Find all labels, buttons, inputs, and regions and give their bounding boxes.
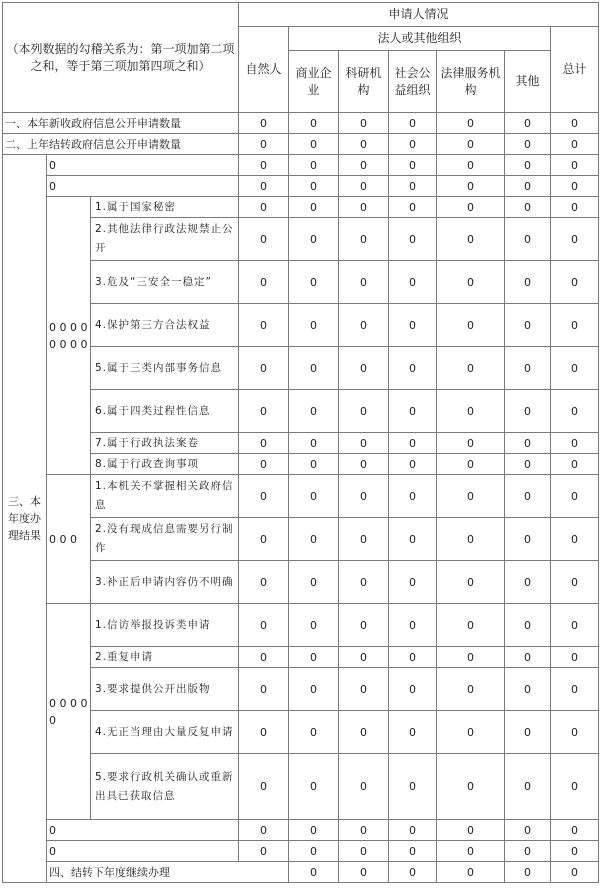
count-cell: 0 bbox=[437, 647, 505, 668]
count-cell: 0 bbox=[551, 475, 599, 518]
count-cell: 0 bbox=[551, 841, 599, 862]
count-cell: 0 bbox=[505, 475, 551, 518]
count-cell: 0 bbox=[289, 711, 339, 754]
sub-row-4: 0 bbox=[47, 841, 239, 862]
count-cell: 0 bbox=[339, 134, 389, 155]
count-cell: 0 bbox=[437, 561, 505, 604]
count-cell: 0 bbox=[389, 711, 437, 754]
count-cell: 0 bbox=[551, 261, 599, 304]
count-cell: 0 bbox=[551, 155, 599, 176]
count-cell: 0 bbox=[437, 711, 505, 754]
count-cell: 0 bbox=[505, 390, 551, 433]
count-cell: 0 bbox=[389, 134, 437, 155]
count-cell: 0 bbox=[437, 134, 505, 155]
count-cell: 0 bbox=[339, 176, 389, 197]
count-cell: 0 bbox=[289, 454, 339, 475]
count-cell: 0 bbox=[339, 218, 389, 261]
count-cell: 0 bbox=[339, 647, 389, 668]
count-cell: 0 bbox=[551, 711, 599, 754]
count-cell: 0 bbox=[551, 862, 599, 883]
count-cell: 0 bbox=[551, 390, 599, 433]
count-cell: 0 bbox=[389, 647, 437, 668]
count-cell: 0 bbox=[389, 841, 437, 862]
count-cell: 0 bbox=[389, 113, 437, 134]
count-cell: 0 bbox=[505, 433, 551, 454]
count-cell: 0 bbox=[551, 668, 599, 711]
count-cell: 0 bbox=[389, 155, 437, 176]
count-cell: 0 bbox=[239, 604, 289, 647]
count-cell: 0 bbox=[289, 518, 339, 561]
count-cell: 0 bbox=[339, 197, 389, 218]
count-cell: 0 bbox=[289, 176, 339, 197]
count-cell: 0 bbox=[389, 347, 437, 390]
g1-item: 1.属于国家秘密 bbox=[91, 197, 239, 218]
count-cell: 0 bbox=[505, 261, 551, 304]
count-cell: 0 bbox=[239, 820, 289, 841]
count-cell: 0 bbox=[239, 561, 289, 604]
count-cell: 0 bbox=[289, 390, 339, 433]
count-cell: 0 bbox=[289, 113, 339, 134]
row-carry-forward: 四、结转下年度继续办理 bbox=[47, 862, 289, 883]
count-cell: 0 bbox=[389, 475, 437, 518]
sub-row-3: 0 bbox=[47, 820, 239, 841]
legal-service-header: 法律服务机构 bbox=[437, 51, 505, 113]
count-cell: 0 bbox=[289, 155, 339, 176]
count-cell: 0 bbox=[505, 668, 551, 711]
count-cell: 0 bbox=[389, 754, 437, 820]
count-cell: 0 bbox=[339, 711, 389, 754]
count-cell: 0 bbox=[551, 113, 599, 134]
count-cell: 0 bbox=[239, 454, 289, 475]
count-cell: 0 bbox=[505, 711, 551, 754]
count-cell: 0 bbox=[339, 347, 389, 390]
count-cell: 0 bbox=[437, 261, 505, 304]
count-cell: 0 bbox=[239, 218, 289, 261]
g1-item: 3.危及“三安全一稳定” bbox=[91, 261, 239, 304]
count-cell: 0 bbox=[437, 820, 505, 841]
count-cell: 0 bbox=[289, 754, 339, 820]
count-cell: 0 bbox=[289, 820, 339, 841]
count-cell: 0 bbox=[551, 820, 599, 841]
count-cell: 0 bbox=[389, 176, 437, 197]
g3-item: 1.信访举报投诉类申请 bbox=[91, 604, 239, 647]
g3-item: 4.无正当理由大量反复申请 bbox=[91, 711, 239, 754]
count-cell: 0 bbox=[289, 261, 339, 304]
count-cell: 0 bbox=[505, 841, 551, 862]
count-cell: 0 bbox=[389, 433, 437, 454]
count-cell: 0 bbox=[505, 454, 551, 475]
count-cell: 0 bbox=[289, 668, 339, 711]
count-cell: 0 bbox=[551, 561, 599, 604]
count-cell: 0 bbox=[289, 433, 339, 454]
count-cell: 0 bbox=[289, 304, 339, 347]
count-cell: 0 bbox=[389, 197, 437, 218]
count-cell: 0 bbox=[437, 433, 505, 454]
count-cell: 0 bbox=[289, 604, 339, 647]
legal-entity-header: 法人或其他组织 bbox=[289, 27, 551, 51]
count-cell: 0 bbox=[339, 475, 389, 518]
count-cell: 0 bbox=[437, 347, 505, 390]
row-carried-over: 二、上年结转政府信息公开申请数量 bbox=[3, 134, 239, 155]
count-cell: 0 bbox=[389, 454, 437, 475]
count-cell: 0 bbox=[551, 604, 599, 647]
count-cell: 0 bbox=[239, 155, 289, 176]
other-header: 其他 bbox=[505, 51, 551, 113]
count-cell: 0 bbox=[239, 390, 289, 433]
count-cell: 0 bbox=[551, 197, 599, 218]
count-cell: 0 bbox=[551, 218, 599, 261]
count-cell: 0 bbox=[437, 668, 505, 711]
count-cell: 0 bbox=[239, 176, 289, 197]
count-cell: 0 bbox=[239, 841, 289, 862]
count-cell: 0 bbox=[389, 390, 437, 433]
sub-row-2: 0 bbox=[47, 176, 239, 197]
count-cell: 0 bbox=[437, 113, 505, 134]
count-cell: 0 bbox=[551, 647, 599, 668]
g2-item: 1.本机关不掌握相关政府信息 bbox=[91, 475, 239, 518]
count-cell: 0 bbox=[505, 561, 551, 604]
count-cell: 0 bbox=[389, 668, 437, 711]
group2-label: 0 0 0 bbox=[47, 475, 91, 604]
count-cell: 0 bbox=[339, 261, 389, 304]
g3-item: 2.重复申请 bbox=[91, 647, 239, 668]
g1-item: 2.其他法律行政法规禁止公开 bbox=[91, 218, 239, 261]
count-cell: 0 bbox=[339, 604, 389, 647]
count-cell: 0 bbox=[505, 134, 551, 155]
count-cell: 0 bbox=[239, 711, 289, 754]
count-cell: 0 bbox=[437, 754, 505, 820]
g3-item: 3.要求提供公开出版物 bbox=[91, 668, 239, 711]
count-cell: 0 bbox=[339, 518, 389, 561]
count-cell: 0 bbox=[551, 754, 599, 820]
count-cell: 0 bbox=[437, 604, 505, 647]
count-cell: 0 bbox=[437, 155, 505, 176]
count-cell: 0 bbox=[239, 347, 289, 390]
count-cell: 0 bbox=[437, 197, 505, 218]
count-cell: 0 bbox=[505, 518, 551, 561]
count-cell: 0 bbox=[339, 841, 389, 862]
count-cell: 0 bbox=[239, 134, 289, 155]
count-cell: 0 bbox=[437, 218, 505, 261]
count-cell: 0 bbox=[505, 304, 551, 347]
count-cell: 0 bbox=[437, 841, 505, 862]
group1-label: 0 0 0 0 0 0 0 0 bbox=[47, 197, 91, 475]
g3-item: 5.要求行政机关确认或重新出具已获取信息 bbox=[91, 754, 239, 820]
count-cell: 0 bbox=[289, 841, 339, 862]
g2-item: 2.没有现成信息需要另行制作 bbox=[91, 518, 239, 561]
count-cell: 0 bbox=[437, 390, 505, 433]
count-cell: 0 bbox=[239, 518, 289, 561]
count-cell: 0 bbox=[505, 604, 551, 647]
count-cell: 0 bbox=[505, 754, 551, 820]
count-cell: 0 bbox=[389, 820, 437, 841]
count-cell: 0 bbox=[289, 561, 339, 604]
count-cell: 0 bbox=[289, 218, 339, 261]
count-cell: 0 bbox=[551, 454, 599, 475]
count-cell: 0 bbox=[551, 304, 599, 347]
g1-item: 5.属于三类内部事务信息 bbox=[91, 347, 239, 390]
count-cell: 0 bbox=[289, 862, 339, 883]
count-cell: 0 bbox=[389, 518, 437, 561]
count-cell: 0 bbox=[339, 113, 389, 134]
count-cell: 0 bbox=[551, 134, 599, 155]
count-cell: 0 bbox=[239, 304, 289, 347]
count-cell: 0 bbox=[389, 561, 437, 604]
count-cell: 0 bbox=[339, 561, 389, 604]
natural-person-header: 自然人 bbox=[239, 27, 289, 113]
count-cell: 0 bbox=[551, 433, 599, 454]
sub-row-1: 0 bbox=[47, 155, 239, 176]
count-cell: 0 bbox=[289, 197, 339, 218]
count-cell: 0 bbox=[437, 862, 505, 883]
group3-label: 0 0 0 0 0 bbox=[47, 604, 91, 820]
count-cell: 0 bbox=[289, 647, 339, 668]
row-new-applications: 一、本年新收政府信息公开申请数量 bbox=[3, 113, 239, 134]
count-cell: 0 bbox=[505, 862, 551, 883]
total-header: 总计 bbox=[551, 27, 599, 113]
count-cell: 0 bbox=[339, 668, 389, 711]
commercial-header: 商业企业 bbox=[289, 51, 339, 113]
count-cell: 0 bbox=[505, 155, 551, 176]
count-cell: 0 bbox=[289, 475, 339, 518]
count-cell: 0 bbox=[339, 304, 389, 347]
count-cell: 0 bbox=[389, 261, 437, 304]
count-cell: 0 bbox=[551, 176, 599, 197]
relation-note: （本列数据的勾稽关系为：第一项加第二项之和，等于第三项加第四项之和） bbox=[3, 3, 239, 113]
count-cell: 0 bbox=[239, 668, 289, 711]
count-cell: 0 bbox=[437, 518, 505, 561]
section-three-label: 三、本年度办理结果 bbox=[3, 155, 47, 883]
count-cell: 0 bbox=[505, 647, 551, 668]
count-cell: 0 bbox=[505, 113, 551, 134]
count-cell: 0 bbox=[339, 155, 389, 176]
public-welfare-header: 社会公益组织 bbox=[389, 51, 437, 113]
g1-item: 6.属于四类过程性信息 bbox=[91, 390, 239, 433]
g1-item: 8.属于行政查询事项 bbox=[91, 454, 239, 475]
count-cell: 0 bbox=[339, 390, 389, 433]
count-cell: 0 bbox=[239, 433, 289, 454]
count-cell: 0 bbox=[389, 862, 437, 883]
g1-item: 7.属于行政执法案卷 bbox=[91, 433, 239, 454]
count-cell: 0 bbox=[239, 197, 289, 218]
count-cell: 0 bbox=[339, 754, 389, 820]
count-cell: 0 bbox=[339, 820, 389, 841]
count-cell: 0 bbox=[505, 197, 551, 218]
count-cell: 0 bbox=[437, 454, 505, 475]
count-cell: 0 bbox=[239, 647, 289, 668]
g2-item: 3.补正后申请内容仍不明确 bbox=[91, 561, 239, 604]
applicant-header: 申请人情况 bbox=[239, 3, 599, 27]
count-cell: 0 bbox=[551, 347, 599, 390]
count-cell: 0 bbox=[505, 176, 551, 197]
count-cell: 0 bbox=[505, 347, 551, 390]
count-cell: 0 bbox=[339, 862, 389, 883]
count-cell: 0 bbox=[239, 475, 289, 518]
count-cell: 0 bbox=[389, 604, 437, 647]
information-disclosure-table bbox=[2, 2, 599, 883]
count-cell: 0 bbox=[289, 134, 339, 155]
count-cell: 0 bbox=[289, 347, 339, 390]
count-cell: 0 bbox=[389, 304, 437, 347]
count-cell: 0 bbox=[239, 113, 289, 134]
count-cell: 0 bbox=[437, 304, 505, 347]
research-header: 科研机构 bbox=[339, 51, 389, 113]
count-cell: 0 bbox=[239, 754, 289, 820]
count-cell: 0 bbox=[239, 261, 289, 304]
count-cell: 0 bbox=[437, 176, 505, 197]
count-cell: 0 bbox=[505, 218, 551, 261]
count-cell: 0 bbox=[551, 518, 599, 561]
count-cell: 0 bbox=[339, 433, 389, 454]
count-cell: 0 bbox=[339, 454, 389, 475]
count-cell: 0 bbox=[389, 218, 437, 261]
count-cell: 0 bbox=[437, 475, 505, 518]
g1-item: 4.保护第三方合法权益 bbox=[91, 304, 239, 347]
count-cell: 0 bbox=[505, 820, 551, 841]
